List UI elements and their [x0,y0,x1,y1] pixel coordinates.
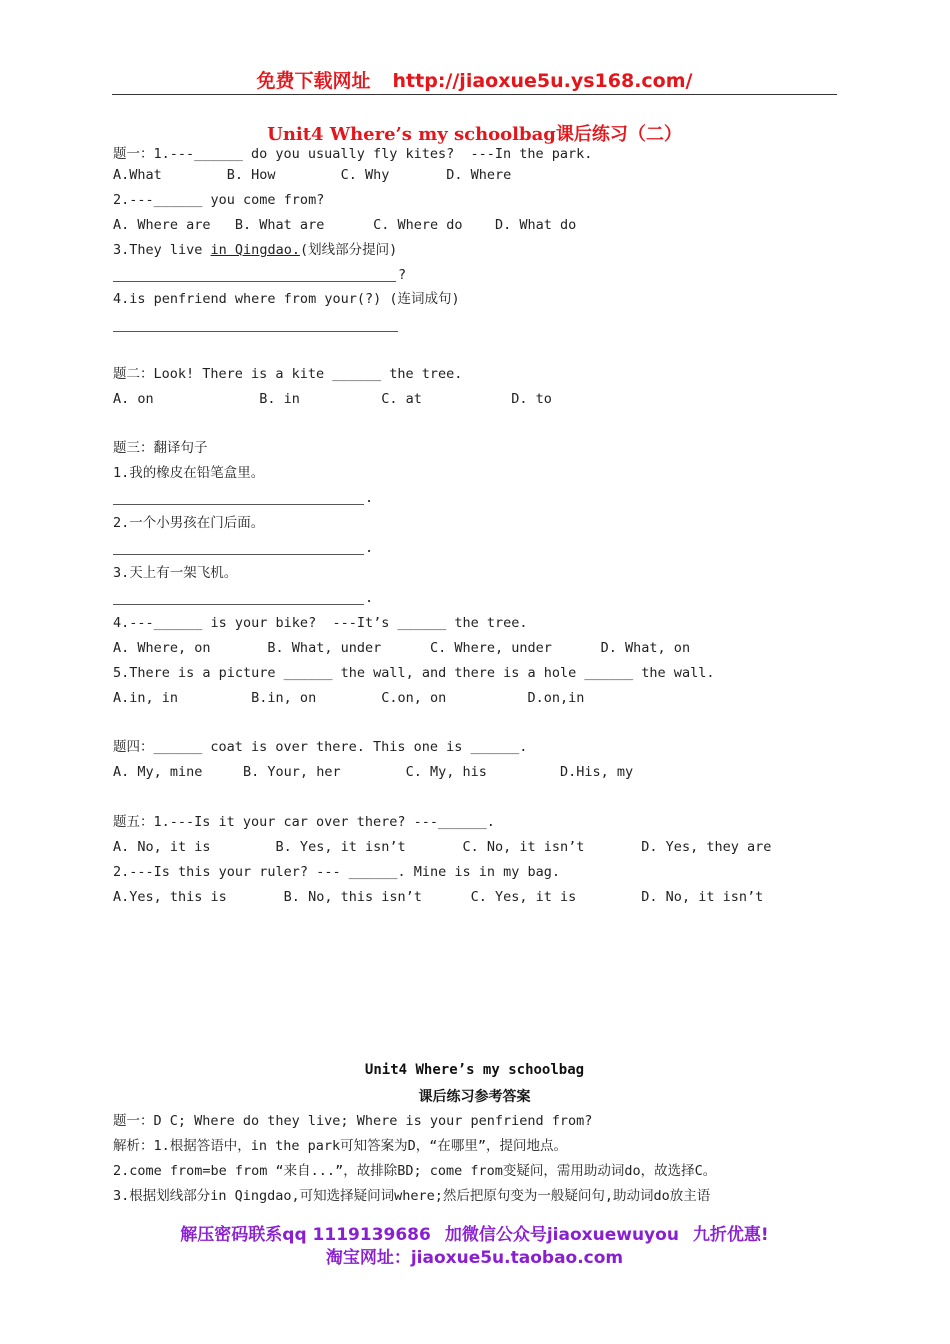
footer-taobao[interactable]: 淘宝网址：jiaoxue5u.taobao.com [325,1248,624,1268]
header-url[interactable]: http://jiaoxue5u.ys168.com/ [392,70,693,92]
q3-item-1: 1.我的橡皮在铅笔盒里。 [113,465,265,481]
q4-options: A. My, mine B. Your, her C. My, his D.His, my [113,764,634,780]
q2-line-1: 题二：Look! There is a kite ______ the tree. [113,366,463,382]
q5-line-2: 2.---Is this your ruler? --- ______. Mine is in my bag. [113,864,561,880]
answer-line [113,604,364,605]
footer-wechat: 加微信公众号jiaoxuewuyou [444,1225,679,1245]
answers-title: Unit4 Where’s my schoolbag [364,1062,585,1078]
q3-item-5: 5.There is a picture ______ the wall, and there is a hole ______ the wall. [113,665,715,681]
q3-item-1-end: . [365,490,374,506]
footer-discount: 九折优惠! [692,1225,769,1245]
q5-options-2: A.Yes, this is B. No, this isn’t C. Yes, it is D. No, it isn’t [113,889,764,905]
q1-line-3-post: (划线部分提问) [299,242,398,258]
answers-subtitle: 课后练习参考答案 [418,1089,531,1105]
q3-item-2: 2.一个小男孩在门后面。 [113,515,265,531]
q3-item-3-end: . [365,590,374,606]
answer-line [113,281,396,282]
answers-line-2: 解析：1.根据答语中，in the park可知答案为D，“在哪里”，提问地点。 [113,1138,568,1154]
header-label: 免费下载网址 [256,70,371,92]
q3-item-3: 3.天上有一架飞机。 [113,565,238,581]
q5-line-1: 题五：1.---Is it your car over there? ---______. [113,814,495,830]
q5-options-1: A. No, it is B. Yes, it isn’t C. No, it isn’t D. Yes, they are [113,839,772,855]
footer-line-1 [112,1220,837,1245]
q1-line-3-pre: 3.They live [113,242,211,258]
q3-heading: 题三：翻译句子 [113,440,208,456]
q1-line-4: 4.is penfriend where from your(?) (连词成句) [113,291,460,307]
q1-options-2: A. Where are B. What are C. Where do D. What do [113,217,577,233]
q3-item-4: 4.---______ is your bike? ---It’s ______ the tree. [113,615,528,631]
q3-item-4-options: A. Where, on B. What, under C. Where, under D. What, on [113,640,691,656]
answer-line [113,331,398,332]
answers-line-4: 3.根据划线部分in Qingdao,可知选择疑问词where;然后把原句变为一般疑问句,助动词do放主语 [113,1188,711,1204]
q3-item-5-options: A.in, in B.in, on C.on, on D.on,in [113,690,585,706]
answers-line-1: 题一：D C; Where do they live; Where is your penfriend from? [113,1113,593,1129]
page-header [112,66,837,93]
document-title: Unit4 Where’s my schoolbag课后练习（二） [267,124,682,145]
q1-underlined-part: in Qingdao. [210,242,300,258]
q4-line-1: 题四：______ coat is over there. This one is ______. [113,739,528,755]
q1-line-3 [113,241,397,259]
answer-line [113,504,364,505]
q1-options-1: A.What B. How C. Why D. Where [113,167,512,183]
header-divider [112,94,837,95]
footer-qq: 解压密码联系qq 1119139686 [180,1225,431,1245]
answers-line-3: 2.come from=be from “来自...”，故排除BD; come from变疑问，需用助动词do，故选择C。 [113,1163,717,1179]
q1-answer-end: ? [398,267,407,283]
q2-options: A. on B. in C. at D. to [113,391,552,407]
q1-line-1: 题一：1.---______ do you usually fly kites? ---In the park. [113,146,593,162]
answer-line [113,554,364,555]
q1-line-2: 2.---______ you come from? [113,192,325,208]
q3-item-2-end: . [365,540,374,556]
